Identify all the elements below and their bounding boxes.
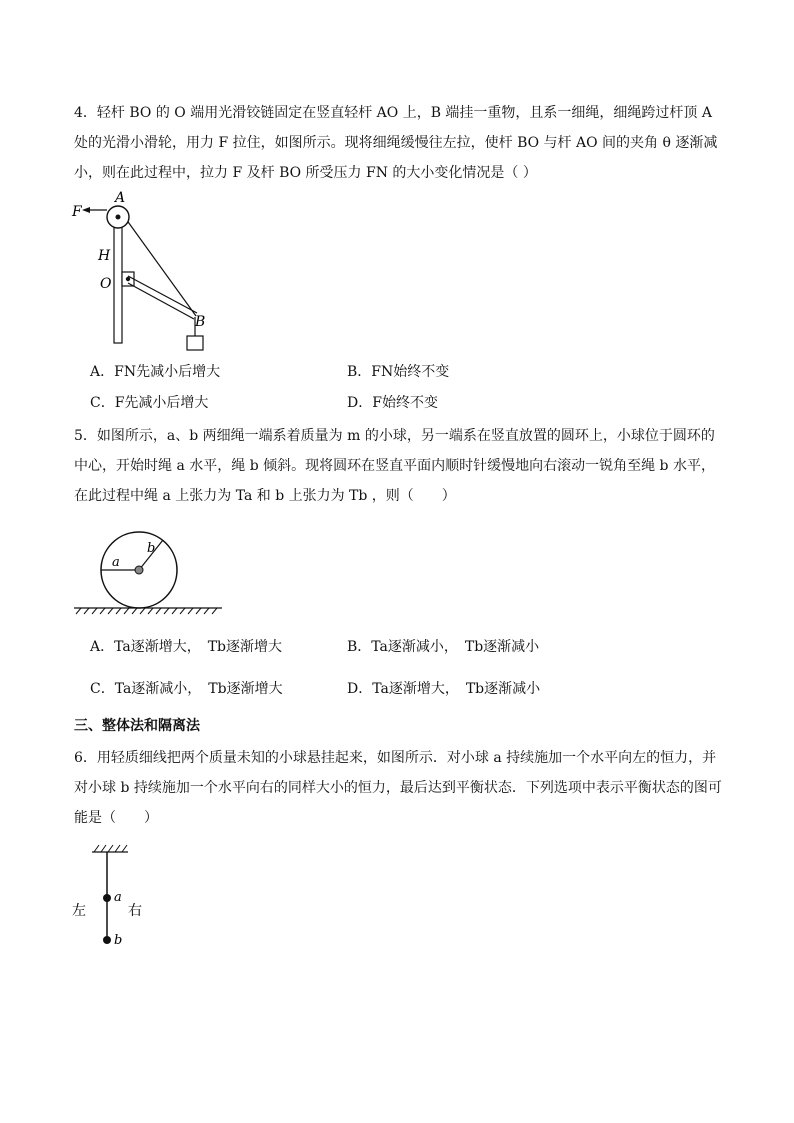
label-left: 左 [72, 903, 86, 919]
q4-option-c[interactable]: C．F先减小后增大 [90, 395, 209, 411]
label-rope-b: b [147, 541, 156, 556]
q5-text: 5．如图所示，a、b 两细绳一端系着质量为 m 的小球，另一端系在竖直放置的圆环上，小球位于圆环的中心，开始时绳 a 水平，绳 b 倾斜。现将圆环在竖直平面内顺时针缓慢地向右滚动一锐角至绳 b 水平，在此过程中绳 a 上张力为 Ta 和 b 上张力为 Tb ，则（ ） [74, 428, 715, 504]
q6-figure [66, 840, 156, 950]
label-B: B [195, 314, 206, 330]
label-right: 右 [128, 903, 142, 919]
label-F: F [72, 204, 82, 220]
q5-option-b[interactable]: B．Ta逐渐减小， Tb逐渐减小 [347, 639, 540, 655]
q6-text: 6．用轻质细线把两个质量未知的小球悬挂起来，如图所示．对小球 a 持续施加一个水平向左的恒力，并对小球 b 持续施加一个水平向右的同样大小的恒力，最后达到平衡状态．下列选项中表示平衡状态的图可能是（ ） [74, 750, 722, 826]
ball-a-icon [103, 894, 111, 902]
label-H: H [98, 248, 111, 264]
q5-option-a[interactable]: A．Ta逐渐增大， Tb逐渐增大 [90, 639, 283, 655]
force-arrow-icon [82, 207, 90, 213]
q4-option-a[interactable]: A．FN先减小后增大 [90, 364, 221, 380]
label-ball-b: b [114, 933, 123, 948]
q4-figure [60, 188, 220, 358]
label-ball-a: a [114, 890, 122, 905]
q4-option-b[interactable]: B．FN始终不变 [347, 364, 450, 380]
q5-option-c[interactable]: C．Ta逐渐减小， Tb逐渐增大 [90, 681, 283, 697]
ball-icon [135, 566, 143, 574]
q4-text: 4．轻杆 BO 的 O 端用光滑铰链固定在竖直轻杆 AO 上，B 端挂一重物，且系一细绳，细绳跨过杆顶 A 处的光滑小滑轮，用力 F 拉住，如图所示。现将细绳缓慢往左拉，使杆 BO 与杆 AO 间的夹角 θ 逐渐减小，则在此过程中，拉力 F 及杆 BO 所受压力 FN 的大小变化情况是（ ） [74, 105, 718, 181]
weight-block [187, 336, 203, 350]
section-heading: 三、整体法和隔离法 [74, 718, 200, 734]
label-O: O [100, 276, 112, 292]
q5-figure [68, 528, 238, 618]
label-rope-a: a [112, 555, 120, 570]
label-A: A [115, 190, 126, 206]
q5-option-d[interactable]: D．Ta逐渐增大， Tb逐渐减小 [347, 681, 541, 697]
ball-b-icon [103, 936, 111, 944]
q4-option-d[interactable]: D．F始终不变 [347, 395, 438, 411]
